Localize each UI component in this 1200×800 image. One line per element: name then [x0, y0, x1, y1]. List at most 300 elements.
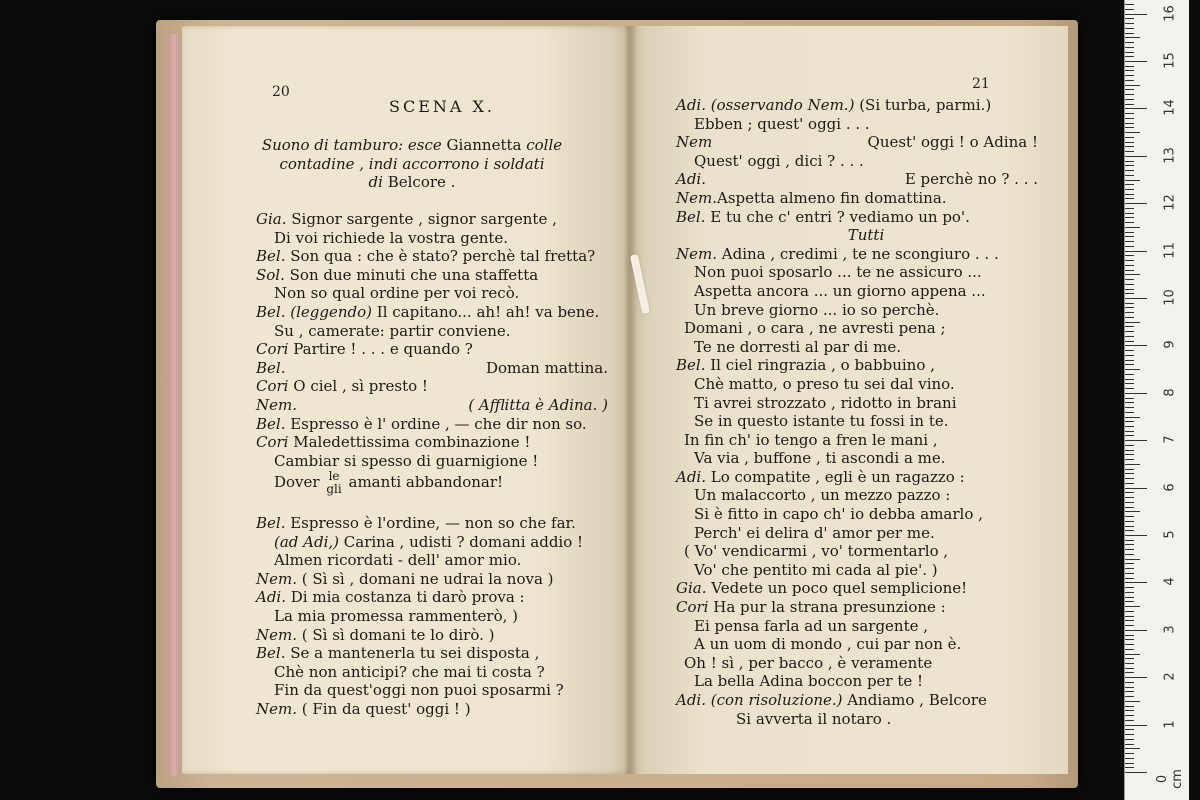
verse-line: [256, 433, 626, 452]
verse-line: [676, 245, 1056, 264]
ruler-tick: [1125, 554, 1134, 555]
ruler-tick: [1125, 198, 1134, 199]
ruler-number: 16: [1162, 4, 1178, 22]
ruler-tick: [1125, 398, 1134, 399]
ruler-tick: [1125, 236, 1134, 237]
ruler-tick: [1125, 260, 1134, 261]
verse-line: [256, 303, 626, 322]
verse-line: [256, 570, 626, 589]
ruler-tick: [1125, 440, 1147, 441]
ruler-tick: [1125, 492, 1134, 493]
verse-text: Partire ! . . . e quando ?: [288, 340, 473, 359]
speaker-label: Bel.: [676, 207, 706, 226]
verse-line: [676, 189, 1056, 208]
verse-line: [676, 654, 1056, 673]
ruler-tick: [1125, 488, 1147, 489]
ruler-tick: [1125, 502, 1134, 503]
verse-line: [256, 322, 626, 341]
ruler-tick: [1125, 118, 1134, 119]
verse-text: Cambiar si spesso di guarnigione !: [274, 451, 539, 470]
ruler-number: 14: [1162, 99, 1178, 117]
verse-text: Son due minuti che una staffetta: [284, 265, 539, 284]
speaker-label: Bel.: [256, 247, 286, 266]
chorus-label: Tutti: [847, 226, 885, 245]
ruler-tick: [1125, 246, 1134, 247]
ruler-tick: [1125, 94, 1134, 95]
verse-line: [256, 644, 626, 663]
ruler-tick: [1125, 208, 1134, 209]
stage-direction-line-1: Suono di tamburo: esce Giannetta colle: [261, 136, 563, 154]
ruler-tick: [1125, 194, 1134, 195]
verse-line: [676, 542, 1056, 561]
ruler-tick: [1125, 374, 1134, 375]
verse-line: [676, 152, 1056, 171]
right-page: [630, 26, 1068, 774]
verse-text: Son qua : che è stato? perchè tal fretta?: [285, 247, 596, 266]
ruler-tick: [1125, 175, 1134, 176]
ruler-tick: [1125, 473, 1134, 474]
ruler-tick: [1125, 744, 1134, 745]
verse-text: Si avverta il notaro .: [736, 709, 892, 728]
verse-line: [676, 598, 1056, 617]
verse-text: ( Fin da quest' oggi ! ): [297, 699, 471, 718]
ruler-tick: [1125, 639, 1134, 640]
verse-line: [676, 710, 1056, 729]
ruler-number: 15: [1162, 52, 1178, 69]
verse-text: Signor sargente , signor sargente ,: [286, 210, 557, 228]
ruler-tick: [1125, 312, 1134, 313]
ruler-tick: [1125, 616, 1134, 617]
verse-text: Ebben ; quest' oggi . . .: [694, 114, 870, 133]
ruler-tick: [1125, 52, 1134, 53]
verse-text: A un uom di mondo , cui par non è.: [694, 635, 962, 654]
verse-line: [256, 700, 626, 719]
ruler-tick: [1125, 592, 1134, 593]
book-gutter: [624, 26, 638, 774]
ruler-tick: [1125, 549, 1134, 550]
verse-line: [256, 247, 626, 266]
verse-line: [256, 551, 626, 570]
verse-text: O ciel , sì presto !: [288, 377, 428, 396]
speaker-label: Adi.: [256, 588, 286, 607]
page-edge: [168, 34, 180, 776]
ruler-tick: [1125, 203, 1147, 204]
ruler-tick: [1125, 521, 1134, 522]
ruler-tick: [1125, 544, 1134, 545]
verse-text: E tu che c' entri ? vediamo un po'.: [705, 207, 970, 226]
ruler-tick: [1125, 355, 1134, 356]
ruler-tick: [1125, 42, 1134, 43]
verse-line: [256, 514, 626, 533]
verse-text: Il capitano... ah! ah! va bene.: [376, 302, 600, 321]
ruler-tick: [1125, 706, 1134, 707]
ruler-tick: [1125, 123, 1134, 124]
ruler-tick: [1125, 388, 1134, 389]
ruler-number: 13: [1162, 147, 1178, 164]
speaker-label: Nem.: [256, 625, 297, 644]
verse-line: [676, 301, 1056, 320]
ruler-number: 3: [1162, 625, 1178, 634]
ruler-tick: [1125, 421, 1134, 422]
speaker-label: Gia.: [256, 210, 287, 228]
ruler-number: 4: [1162, 577, 1178, 587]
ruler-tick: [1125, 715, 1134, 716]
verse-line: [256, 533, 626, 552]
verse-text: Il ciel ringrazia , o babbuino ,: [705, 356, 935, 375]
speaker-label: Cori: [256, 340, 289, 359]
ruler-tick: [1125, 47, 1134, 48]
verse-line-dover: [274, 470, 604, 496]
ruler-tick: [1125, 28, 1134, 29]
ruler-tick: [1125, 469, 1134, 470]
verse-text: Si è fitto in capo ch' io debba amarlo ,: [694, 505, 983, 524]
verse-text: Espresso è l' ordine , — che dir non so.: [285, 414, 587, 433]
verse-text: Di voi richiede la vostra gente.: [274, 228, 509, 247]
ruler-number: 9: [1162, 340, 1178, 350]
ruler-tick: [1125, 393, 1147, 394]
verse-line: [676, 375, 1056, 394]
verse-line: [676, 356, 1056, 375]
speaker-label: Bel.: [256, 302, 286, 321]
ruler-tick: [1125, 701, 1140, 702]
verse-line: [676, 635, 1056, 654]
ruler-tick: [1125, 298, 1147, 299]
verse-line: [676, 115, 1056, 134]
verse-text: Ei pensa farla ad un sargente ,: [694, 616, 929, 635]
verse-line: [256, 681, 626, 700]
ruler-tick: [1125, 364, 1134, 365]
ruler-number: 7: [1162, 435, 1178, 444]
ruler-tick: [1125, 417, 1140, 418]
ruler-tick: [1125, 507, 1134, 508]
ruler-tick: [1125, 682, 1134, 683]
ruler-number: 10: [1162, 289, 1178, 306]
ruler-tick: [1125, 170, 1134, 171]
verse-text-right: Quest' oggi ! o Adina !: [867, 133, 1038, 152]
ruler-tick: [1125, 336, 1134, 337]
verse-line: [256, 607, 626, 626]
speaker-label: Sol.: [256, 265, 285, 284]
ruler-tick: [1125, 241, 1134, 242]
aside-direction: (osservando Nem.): [706, 96, 855, 114]
speaker-label: Bel.: [256, 358, 286, 377]
verse-line: [676, 263, 1056, 282]
speaker-label: Bel.: [256, 514, 286, 532]
speaker-label: Bel.: [676, 356, 706, 375]
ruler-tick: [1125, 379, 1134, 380]
ruler-tick: [1125, 644, 1134, 645]
verse-text: Ha pur la strana presunzione :: [708, 598, 946, 617]
verse-line: [256, 452, 626, 471]
stage-direction-line-2: contadine , indi accorrono i soldati: [279, 154, 545, 173]
speaker-label: Nem: [676, 133, 713, 152]
ruler-tick: [1125, 56, 1134, 57]
verse-line: [256, 663, 626, 682]
ruler-tick: [1125, 431, 1134, 432]
verse-line: [256, 415, 626, 434]
verse-text: Non so qual ordine per voi recò.: [274, 284, 520, 303]
ruler-tick: [1125, 753, 1134, 754]
verse-line: [676, 170, 1056, 189]
ruler-number: 12: [1162, 194, 1178, 211]
verse-line: [676, 561, 1056, 580]
verse-text: Domani , o cara , ne avresti pena ;: [684, 319, 946, 338]
verse-text: ( Vo' vendicarmi , vo' tormentarlo ,: [684, 542, 949, 561]
speaker-label: Adi.: [676, 170, 706, 189]
ruler-tick: [1125, 563, 1134, 564]
dover-rest: amanti abbandonar!: [348, 473, 504, 491]
verse-line: [676, 617, 1056, 636]
measuring-ruler: [1124, 0, 1189, 800]
verse-text: Non puoi sposarlo ... te ne assicuro ...: [694, 263, 982, 282]
ruler-tick: [1125, 725, 1147, 726]
ruler-tick: [1125, 526, 1134, 527]
dover-word: Dover: [274, 473, 320, 491]
verse-line: [256, 626, 626, 645]
ruler-tick: [1125, 341, 1134, 342]
ruler-tick: [1125, 729, 1134, 730]
ruler-number: 6: [1162, 482, 1178, 492]
verse-line: [676, 486, 1056, 505]
ruler-tick: [1125, 611, 1134, 612]
verse-line: [676, 338, 1056, 357]
ruler-tick: [1125, 530, 1134, 531]
verse-line: [676, 394, 1056, 413]
ruler-tick: [1125, 767, 1134, 768]
verse-text-right: E perchè no ? . . .: [904, 170, 1038, 189]
ruler-tick: [1125, 33, 1134, 34]
ruler-tick: [1125, 445, 1134, 446]
verse-text: Andiamo , Belcore: [842, 691, 987, 709]
ruler-tick: [1125, 104, 1134, 105]
ruler-tick: [1125, 132, 1140, 133]
ruler-tick: [1125, 578, 1134, 579]
stage-direction: [242, 136, 582, 192]
ruler-tick: [1125, 345, 1147, 346]
ruler-tick: [1125, 274, 1140, 275]
ruler-tick: [1125, 217, 1134, 218]
ruler-tick: [1125, 464, 1140, 465]
ruler-tick: [1125, 66, 1134, 67]
stacked-article: le gli: [326, 469, 342, 496]
verse-text: Aspetta ancora ... un giorno appena ...: [694, 281, 986, 300]
ruler-number: 8: [1162, 388, 1178, 397]
ruler-tick: [1125, 127, 1134, 128]
right-verse-block: [676, 96, 1056, 728]
ruler-tick: [1125, 14, 1147, 15]
left-verse-block: [256, 210, 626, 470]
verse-text: In fin ch' io tengo a fren le mani ,: [684, 430, 938, 449]
ruler-tick: [1125, 85, 1140, 86]
ruler-tick: [1125, 151, 1134, 152]
speaker-label: Nem.: [676, 188, 717, 207]
ruler-tick: [1125, 478, 1134, 479]
verse-line: [676, 524, 1056, 543]
ruler-tick: [1125, 450, 1134, 451]
aside-direction: (con risoluzione.): [706, 691, 843, 709]
ruler-tick: [1125, 516, 1134, 517]
scene-title: SCENA X.: [389, 97, 495, 116]
ruler-tick: [1125, 668, 1134, 669]
ruler-tick: [1125, 142, 1134, 143]
speaker-label: Nem.: [256, 395, 297, 414]
ruler-tick: [1125, 587, 1134, 588]
verse-text: Quest' oggi , dici ? . . .: [694, 151, 864, 170]
ruler-tick: [1125, 635, 1134, 636]
ruler-tick: [1125, 734, 1134, 735]
ruler-tick: [1125, 165, 1134, 166]
ruler-tick: [1125, 265, 1134, 266]
ruler-tick: [1125, 213, 1134, 214]
verse-line: [676, 691, 1056, 710]
ruler-tick: [1125, 672, 1134, 673]
ruler-number: 11: [1162, 241, 1178, 259]
verse-text: Fin da quest'oggi non puoi sposarmi ?: [274, 681, 564, 700]
verse-line: [256, 340, 626, 359]
verse-text: Se a mantenerla tu sei disposta ,: [285, 644, 540, 663]
ruler-tick: [1125, 597, 1134, 598]
ruler-unit-label: 0 cm: [1155, 769, 1185, 789]
ruler-tick: [1125, 459, 1134, 460]
ruler-tick: [1125, 108, 1147, 109]
speaker-label: Nem.: [256, 699, 297, 718]
verse-text: Su , camerate: partir conviene.: [274, 321, 511, 340]
ruler-tick: [1125, 317, 1134, 318]
verse-line: [676, 449, 1056, 468]
ruler-tick: [1125, 369, 1140, 370]
verse-text: Adina , credimi , te ne scongiuro . . .: [717, 244, 999, 263]
ruler-tick: [1125, 483, 1134, 484]
ruler-tick: [1125, 70, 1134, 71]
verse-line: [256, 266, 626, 285]
verse-text: Se in questo istante tu fossi in te.: [694, 412, 949, 431]
ruler-tick: [1125, 146, 1134, 147]
page-number-left: 20: [272, 84, 290, 100]
verse-text: Maledettissima combinazione !: [288, 433, 531, 452]
speaker-label: Adi.: [676, 96, 706, 114]
ruler-tick: [1125, 89, 1134, 90]
ruler-tick: [1125, 720, 1134, 721]
ruler-tick: [1125, 658, 1134, 659]
verse-line: [256, 396, 626, 415]
ruler-tick: [1125, 535, 1147, 536]
ruler-tick: [1125, 232, 1134, 233]
ruler-tick: [1125, 9, 1134, 10]
ruler-tick: [1125, 4, 1134, 5]
stage-direction-line-3: di Belcore .: [368, 173, 456, 192]
ruler-tick: [1125, 80, 1134, 81]
ruler-tick: [1125, 606, 1140, 607]
verse-line: [676, 133, 1056, 152]
ruler-tick: [1125, 763, 1134, 764]
verse-line: [256, 359, 626, 378]
verse-text: ( Sì sì domani te lo dirò. ): [297, 625, 495, 644]
ruler-tick: [1125, 350, 1134, 351]
verse-text: Almen ricordati - dell' amor mio.: [274, 551, 522, 570]
ruler-tick: [1125, 307, 1134, 308]
ruler-tick: [1125, 687, 1134, 688]
ruler-tick: [1125, 227, 1140, 228]
verse-line: [256, 284, 626, 303]
ruler-tick: [1125, 582, 1147, 583]
ruler-tick: [1125, 435, 1134, 436]
ruler-tick: [1125, 772, 1147, 773]
ruler-tick: [1125, 677, 1147, 678]
page-number-right: 21: [972, 76, 990, 92]
ruler-tick: [1125, 691, 1134, 692]
ruler-tick: [1125, 279, 1134, 280]
ruler-tick: [1125, 18, 1134, 19]
ruler-number: 2: [1162, 672, 1178, 681]
speaker-label: Cori: [256, 433, 289, 452]
ruler-tick: [1125, 625, 1134, 626]
verse-line: [676, 282, 1056, 301]
verse-text: Aspetta almeno fin domattina.: [717, 188, 947, 207]
aside-direction: (leggendo): [285, 302, 377, 321]
verse-text: Vo' che pentito mi cada al pie'. ): [694, 560, 938, 579]
verse-text: Carina , udisti ? domani addio !: [339, 532, 584, 551]
verse-line: [676, 96, 1056, 115]
ruler-tick: [1125, 426, 1134, 427]
ruler-tick: [1125, 184, 1134, 185]
ruler-number: 1: [1162, 719, 1178, 729]
verse-line: [256, 210, 626, 229]
verse-text: Chè matto, o preso tu sei dal vino.: [694, 374, 955, 393]
ruler-tick: [1125, 540, 1134, 541]
speaker-label: Gia.: [676, 579, 707, 598]
ruler-tick: [1125, 23, 1134, 24]
verse-text: Chè non anticipi? che mai ti costa ?: [274, 662, 545, 681]
verse-line: [676, 208, 1056, 227]
ruler-tick: [1125, 412, 1134, 413]
verse-text: ( Sì sì , domani ne udrai la nova ): [297, 569, 554, 588]
verse-text: Un breve giorno ... io so perchè.: [694, 300, 940, 319]
verse-line: [676, 226, 1056, 245]
ruler-tick: [1125, 649, 1134, 650]
verse-text: (Si turba, parmi.): [854, 96, 992, 114]
left-verse-block-2: [256, 514, 626, 719]
ruler-tick: [1125, 620, 1134, 621]
ruler-tick: [1125, 156, 1147, 157]
ruler-tick: [1125, 270, 1134, 271]
verse-line: [676, 672, 1056, 691]
verse-text: Un malaccorto , un mezzo pazzo :: [694, 486, 951, 505]
ruler-tick: [1125, 331, 1134, 332]
ruler-tick: [1125, 511, 1140, 512]
left-page: [182, 26, 630, 774]
ruler-tick: [1125, 161, 1134, 162]
verse-line: [256, 588, 626, 607]
ruler-tick: [1125, 696, 1134, 697]
verse-text: Va via , buffone , ti ascondi a me.: [694, 449, 946, 468]
ruler-tick: [1125, 75, 1134, 76]
ruler-tick: [1125, 284, 1134, 285]
ruler-tick: [1125, 180, 1140, 181]
ruler-tick: [1125, 748, 1140, 749]
ruler-tick: [1125, 663, 1134, 664]
verse-line: [676, 319, 1056, 338]
ruler-tick: [1125, 251, 1147, 252]
ruler-tick: [1125, 289, 1134, 290]
ruler-tick: [1125, 497, 1134, 498]
ruler-tick: [1125, 326, 1134, 327]
verse-line: [676, 431, 1056, 450]
ruler-tick: [1125, 630, 1147, 631]
speaker-label: Cori: [676, 598, 709, 617]
verse-text: Vedete un poco quel semplicione!: [706, 579, 968, 598]
ruler-tick: [1125, 137, 1134, 138]
verse-text: Di mia costanza ti darò prova :: [286, 588, 525, 607]
